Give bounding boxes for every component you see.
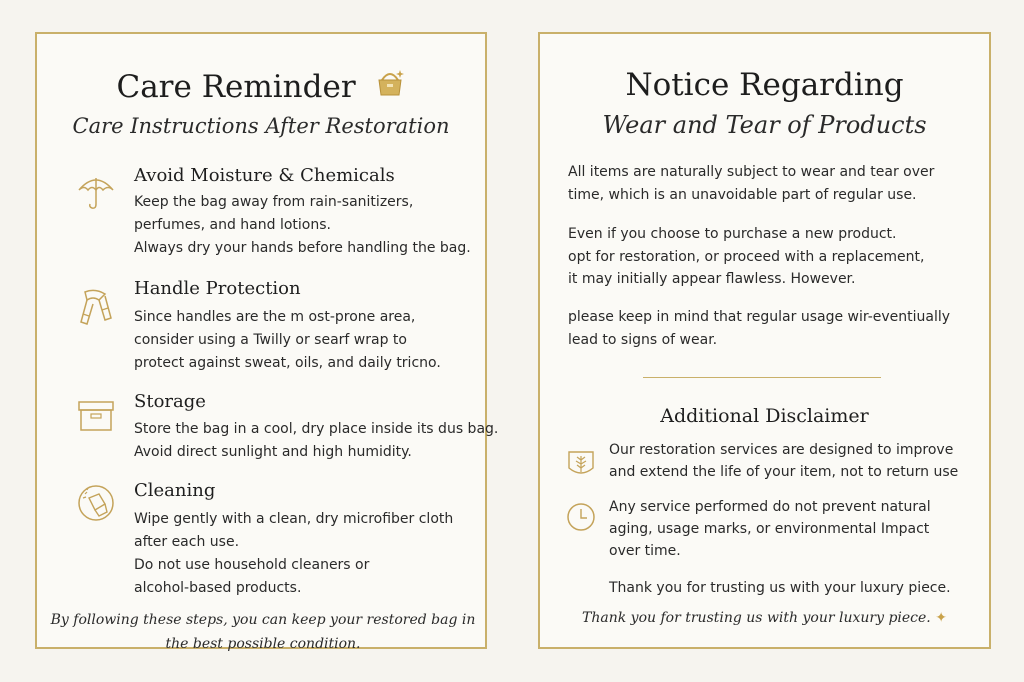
text-line: time, which is an unavoidable part of regular use. <box>568 186 917 203</box>
text-line: Since handles are the m ost-prone area, <box>134 309 416 325</box>
care-reminder-title-text: Care Reminder <box>116 69 356 105</box>
footer-line: the best possible condition. <box>165 636 361 652</box>
text-line: perfumes, and hand lotions. <box>134 217 331 233</box>
text-line: lead to signs of wear. <box>568 331 718 348</box>
sparkle-icon: ✦ <box>935 610 947 626</box>
notice-paragraph <box>568 161 978 206</box>
section-heading-moisture: Avoid Moisture & Chemicals <box>134 165 395 186</box>
text-line: aging, usage marks, or environmental Impact <box>609 521 930 537</box>
thanks-italic-text: Thank you for trusting us with your luxury piece. <box>582 610 931 626</box>
section-heading-handle: Handle Protection <box>134 278 301 299</box>
divider <box>643 377 881 378</box>
thanks-italic-note <box>540 610 989 626</box>
text-line: please keep in mind that regular usage wir-eventiually <box>568 309 951 325</box>
wear-notice-card <box>538 32 991 649</box>
leaf-icon <box>565 446 597 478</box>
text-line: Wipe gently with a clean, dry microfiber cloth <box>134 511 454 527</box>
section-text-moisture <box>134 191 504 260</box>
handbag-icon <box>374 67 406 99</box>
notice-paragraph <box>568 306 978 351</box>
text-line: alcohol-based products. <box>134 580 302 596</box>
storage-box-icon <box>75 394 117 436</box>
text-line: Always dry your hands before handling the bag. <box>134 240 471 256</box>
text-line: Avoid direct sunlight and high humidity. <box>134 444 412 460</box>
notice-subtitle: Wear and Tear of Products <box>602 111 927 139</box>
text-line: after each use. <box>134 534 240 550</box>
disclaimer-text-restoration <box>609 439 979 483</box>
care-reminder-title <box>37 67 485 105</box>
text-line: it may initially appear flawless. However. <box>568 271 856 287</box>
section-heading-cleaning: Cleaning <box>134 480 216 501</box>
text-line: over time. <box>609 543 681 559</box>
care-reminder-card <box>35 32 499 652</box>
disclaimer-text-service <box>609 496 979 562</box>
care-reminder-subtitle: Care Instructions After Restoration <box>72 114 450 138</box>
thanks-text <box>609 577 979 599</box>
text-line: Even if you choose to purchase a new product. <box>568 226 897 242</box>
cleaning-spray-icon <box>75 482 117 524</box>
text-line: consider using a Twilly or searf wrap to <box>134 332 407 348</box>
umbrella-icon <box>75 170 117 212</box>
text-line: protect against sweat, oils, and daily tricno. <box>134 355 441 371</box>
section-text-cleaning <box>134 508 504 600</box>
text-line: Any service performed do not prevent natural <box>609 499 931 515</box>
care-footer-note <box>47 608 479 656</box>
text-line: and extend the life of your item, not to return use <box>609 464 959 480</box>
notice-paragraph <box>568 223 978 291</box>
footer-line: By following these steps, you can keep your restored bag in <box>50 612 476 628</box>
scarf-icon <box>75 286 117 328</box>
section-text-storage <box>134 418 504 464</box>
text-line: Keep the bag away from rain-sanitizers, <box>134 194 414 210</box>
text-line: Thank you for trusting us with your luxury piece. <box>609 580 951 596</box>
text-line: All items are naturally subject to wear and tear over <box>568 164 935 180</box>
section-text-handle <box>134 306 504 375</box>
text-line: opt for restoration, or proceed with a replacement, <box>568 248 925 265</box>
text-line: Our restoration services are designed to improve <box>609 442 954 458</box>
section-heading-storage: Storage <box>134 391 206 412</box>
notice-title: Notice Regarding <box>625 67 904 103</box>
clock-icon <box>565 501 597 533</box>
disclaimer-heading: Additional Disclaimer <box>660 405 869 427</box>
text-line: Do not use household cleaners or <box>134 557 370 573</box>
text-line: Store the bag in a cool, dry place inside its dus bag. <box>134 421 499 437</box>
